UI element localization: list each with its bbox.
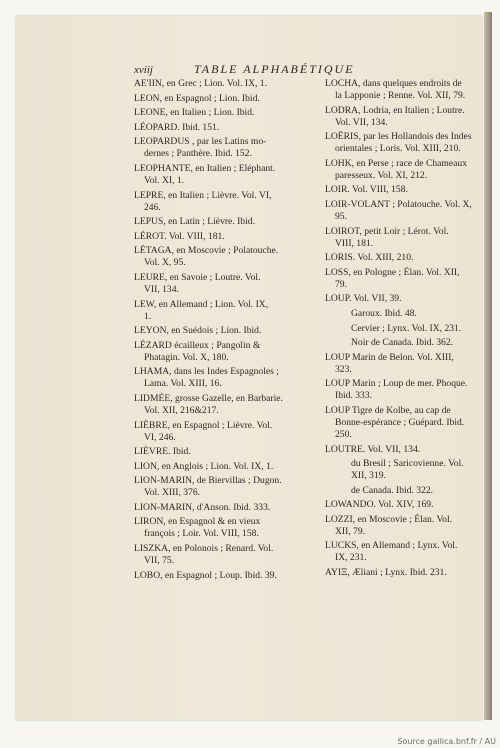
index-entry-line: LÉZARD écailleux ; Pangolin & (134, 339, 261, 351)
index-entry (325, 252, 475, 264)
index-entry (134, 93, 314, 105)
index-entry-line: LÉROT. Vol. VIII, 181. (134, 230, 225, 242)
index-entry-line: XII, 79. (335, 525, 366, 537)
index-entry-line: LOUP Marin ; Loup de mer. Phoque. (325, 378, 468, 390)
index-entry (325, 405, 475, 441)
index-entry-line: AE'IIN, en Grec ; Lion. Vol. IX, 1. (134, 78, 267, 89)
index-entry (134, 190, 314, 214)
index-entry-line: Vol. XI, 1. (144, 174, 185, 186)
index-entry (134, 475, 314, 499)
index-entry (134, 299, 314, 323)
index-entry (325, 514, 475, 538)
index-entry (134, 231, 314, 243)
index-entry (134, 502, 314, 514)
index-entry-line: LOSS, en Pologne ; Élan. Vol. XII, (325, 266, 460, 278)
index-entry-line: LION-MARIN, d'Anson. Ibid. 333. (134, 501, 271, 513)
index-entry-line: Cervier ; Lynx. Vol. IX, 231. (351, 322, 462, 334)
index-entry-line: LOUTRE. Vol. VII, 134. (325, 443, 421, 455)
index-entry-line: LEURE, en Savoie ; Loutre. Vol. (134, 271, 261, 283)
index-entry-line: Vol. XII, 216&217. (144, 404, 219, 416)
index-entry-line: LIÈVRE. Ibid. (134, 446, 191, 458)
index-entry-line: 246. (144, 201, 161, 213)
index-entry-line: Vol. XIII, 376. (144, 487, 201, 499)
index-entry (325, 485, 475, 497)
index-entry-line: LOIR. Vol. VIII, 158. (325, 184, 408, 196)
index-entry-line: LEW, en Allemand ; Lion. Vol. IX, (134, 298, 269, 310)
index-entry-line: Ibid. 333. (335, 390, 373, 402)
index-entry (325, 323, 475, 335)
index-entry-line: 95. (335, 210, 347, 222)
index-entry (325, 540, 475, 564)
index-entry-line: LEPUS, en Latin ; Lièvre. Ibid. (134, 216, 255, 228)
index-entry-line: Lama. Vol. XIII, 16. (144, 378, 222, 390)
index-entry (134, 163, 314, 187)
index-entry (134, 393, 314, 417)
index-entry-line: orientales ; Loris. Vol. XIII, 210. (335, 143, 461, 155)
index-entry-line: LOUP Marin de Belon. Vol. XIII, (325, 351, 454, 363)
index-entry (134, 78, 314, 90)
index-entry-line: XII, 319. (351, 470, 386, 482)
index-entry (325, 308, 475, 320)
index-entry-line: la Lapponie ; Renne. Vol. XII, 79. (335, 90, 466, 101)
source-credit: Source gallica.bnf.fr / AU (397, 737, 496, 746)
index-entry (134, 446, 314, 458)
index-entry-line: LIÈBRE, en Espagnol ; Lièvre. Vol. (134, 419, 273, 431)
index-entry-line: LOËRIS, par les Hollandois des Indes (325, 131, 472, 143)
index-entry (325, 458, 475, 482)
index-entry-line: LIDMÉE, grosse Gazelle, en Barbarie. (134, 392, 283, 404)
index-entry-line: LEOPARDUS , par les Latins mo- (134, 136, 267, 148)
index-entry-line: 79. (335, 278, 347, 290)
index-entry (134, 136, 314, 160)
index-entry-line: LOZZI, en Moscovie ; Élan. Vol. (325, 513, 453, 525)
index-entry-line: LOUP. Vol. VII, 39. (325, 293, 402, 305)
index-entry (134, 216, 314, 228)
index-entry-line: Noir de Canada. Ibid. 362. (351, 337, 454, 349)
index-entry (325, 131, 475, 155)
index-entry (134, 366, 314, 390)
index-entry (325, 158, 475, 182)
index-entry-line: LEON, en Espagnol ; Lion. Ibid. (134, 92, 260, 104)
index-entry (325, 499, 475, 511)
index-entry-line: LODRA, Lodria, en Italien ; Loutre. (325, 104, 465, 116)
index-entry-line: françois ; Loir. Vol. VIII, 158. (144, 528, 259, 540)
index-entry-line: LOCHA, dans quelques endroits de (325, 78, 462, 89)
index-entry-line: LÉTAGA, en Moscovie ; Polatouche. (134, 245, 279, 257)
index-entry (134, 461, 314, 473)
page-number: xviij (134, 64, 153, 76)
index-entry (134, 543, 314, 567)
index-entry-line: 250. (335, 428, 352, 440)
index-entry-line: LÉOPARD. Ibid. 151. (134, 121, 220, 133)
index-entry-line: LOIROT, petit Loir ; Lérot. Vol. (325, 225, 449, 237)
index-entry (134, 516, 314, 540)
index-entry (325, 184, 475, 196)
index-entry-line: Vol. X, 95. (144, 257, 186, 269)
index-entry-line: LOIR-VOLANT ; Polatouche. Vol. X, (325, 198, 472, 210)
index-entry-line: VIII, 181. (335, 237, 374, 249)
index-entry-line: VI, 246. (144, 431, 176, 443)
index-entry-line: VII, 75. (144, 555, 175, 567)
index-entry-line: dernes ; Panthère. Ibid. 152. (144, 148, 252, 160)
index-entry (134, 340, 314, 364)
index-entry-line: LOUP Tigre de Kolbe, au cap de (325, 404, 451, 416)
index-entry (325, 352, 475, 376)
running-title: TABLE ALPHABÉTIQUE (194, 62, 355, 76)
index-entry-line: VII, 134. (144, 283, 179, 295)
index-entry-line: paresseux. Vol. XI, 212. (335, 169, 428, 181)
index-entry (325, 199, 475, 223)
index-column-right (325, 78, 475, 582)
index-entry-line: Vol. VII, 134. (335, 116, 388, 128)
index-entry-line: LEOPHANTE, en Italien ; Eléphant. (134, 162, 276, 174)
index-entry (325, 293, 475, 305)
index-entry (134, 107, 314, 119)
index-entry-line: LEPRE, en Italien ; Lièvre. Vol. VI, (134, 189, 272, 201)
index-entry-line: LEONE, en Italien ; Lion. Ibid. (134, 107, 255, 119)
index-entry-line: Phatagin. Vol. X, 180. (144, 351, 229, 363)
index-entry-line: LION-MARIN, de Biervillas ; Dugon. (134, 475, 282, 487)
index-entry (134, 325, 314, 337)
index-entry-line: LIRON, en Espagnol & en vieux (134, 516, 261, 528)
index-entry (325, 226, 475, 250)
index-entry-line: IX, 231. (335, 552, 367, 564)
index-entry-line: 1. (144, 310, 152, 322)
index-entry (134, 420, 314, 444)
index-entry-line: de Canada. Ibid. 322. (351, 484, 434, 496)
index-entry (325, 267, 475, 291)
index-entry-line: Garoux. Ibid. 48. (351, 307, 417, 319)
index-entry (134, 272, 314, 296)
index-entry (134, 570, 314, 582)
index-entry-line: LORIS. Vol. XIII, 210. (325, 252, 414, 264)
page-edge (484, 12, 492, 720)
index-entry (325, 444, 475, 456)
index-entry-line: LEYON, en Suédois ; Lion. Ibid. (134, 325, 262, 337)
index-entry (325, 378, 475, 402)
index-entry-line: LUCKS, en Allemand ; Lynx. Vol. (325, 540, 458, 552)
index-entry (325, 105, 475, 129)
index-entry (134, 122, 314, 134)
index-column-left (134, 78, 314, 584)
index-entry (325, 337, 475, 349)
index-entry-line: Bonne-espérance ; Guépard. Ibid. (335, 416, 465, 428)
index-entry-line: 323. (335, 363, 352, 375)
index-entry-line: LHAMA, dans les Indes Espagnoles ; (134, 366, 279, 378)
index-entry-line: LISZKA, en Polonois ; Renard. Vol. (134, 543, 274, 555)
index-entry-line: LION, en Anglois ; Lion. Vol. IX, 1. (134, 460, 274, 472)
index-entry (325, 567, 475, 579)
index-entry (134, 245, 314, 269)
index-entry-line: AYIΞ, Æliani ; Lynx. Ibid. 231. (325, 567, 447, 579)
index-entry-line: LOWANDO. Vol. XIV, 169. (325, 499, 434, 511)
index-entry-line: du Bresil ; Saricovienne. Vol. (351, 458, 464, 470)
index-entry-line: LOBO, en Espagnol ; Loup. Ibid. 39. (134, 569, 277, 581)
index-entry (325, 78, 475, 102)
index-entry-line: LOHK, en Perse ; race de Chameaux (325, 157, 467, 169)
